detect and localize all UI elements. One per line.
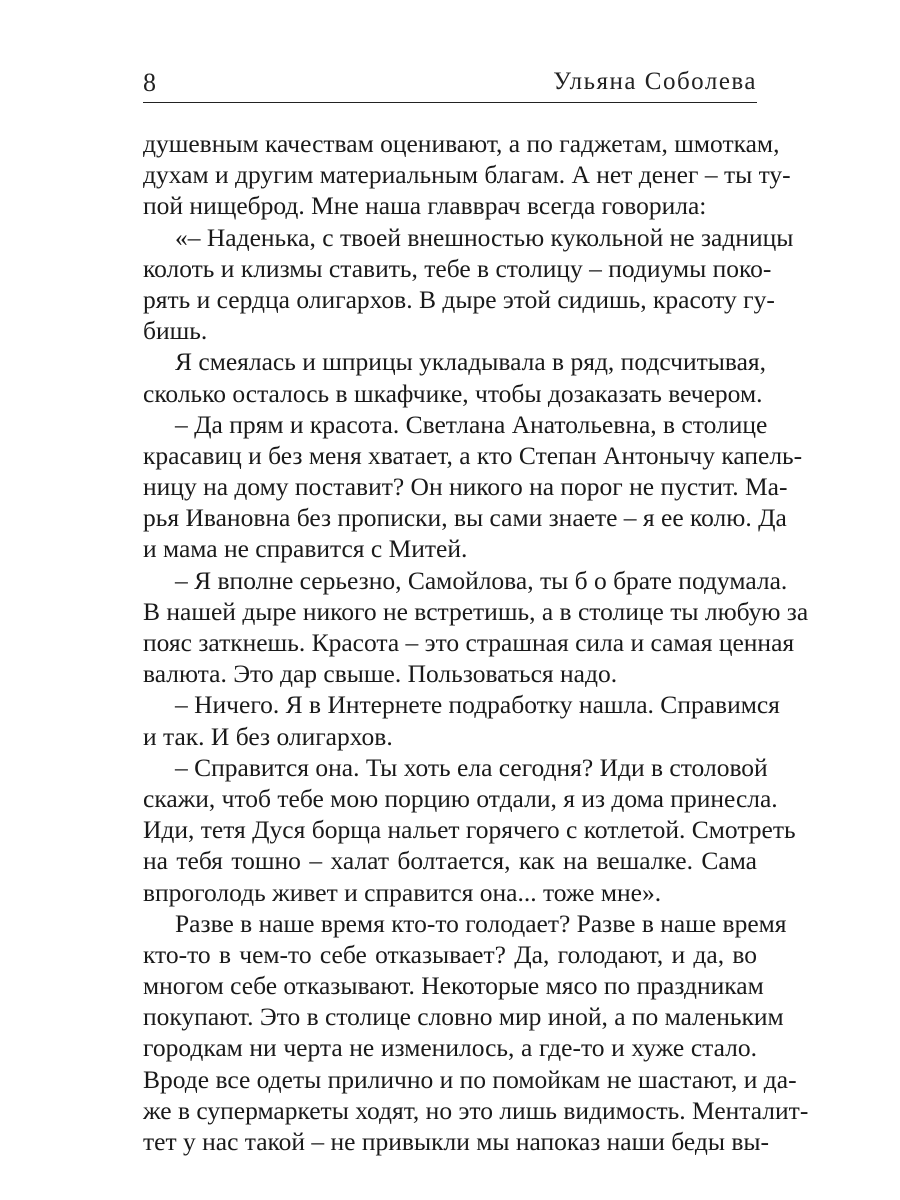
text-line: пояс заткнешь. Красота – это страшная сила и самая ценная xyxy=(143,628,795,657)
text-line: скажи, чтоб тебе мою порцию отдали, я из дома принесла. xyxy=(143,783,778,813)
text-line: рять и сердца олигархов. В дыре этой сидишь, красоту гу- xyxy=(143,284,775,314)
text-line: духам и другим материальным благам. А нет денег – ты ту- xyxy=(143,160,791,190)
text-line: же в супермаркеты ходят, но это лишь видимость. Менталит- xyxy=(143,1095,809,1125)
text-line: тет у нас такой – не привыкли мы напоказ наши беды вы- xyxy=(143,1127,770,1156)
text-line: рья Ивановна без прописки, вы сами знаете – я ее колю. Да xyxy=(143,503,787,533)
text-line: многом себе отказывают. Некоторые мясо по праздникам xyxy=(143,971,764,1001)
text-line: кто-то в чем-то себе отказывает? Да, голодают, и да, во xyxy=(143,939,757,969)
running-head-author: Ульяна Соболева xyxy=(553,68,757,95)
text-line: – Я вполне серьезно, Самойлова, ты б о брате подумала. xyxy=(175,565,788,595)
text-line: впроголодь живет и справится она... тоже мне». xyxy=(143,877,662,907)
text-line: на тебя тошно – халат болтается, как на вешалке. Сама xyxy=(143,846,757,876)
text-line: красавиц и без меня хватает, а кто Степан Антонычу капель- xyxy=(143,440,803,470)
text-line: – Да прям и красота. Светлана Анатольевна, в столице xyxy=(175,409,768,439)
text-line: – Ничего. Я в Интернете подработку нашла. Справимся xyxy=(175,690,780,720)
text-line: валюта. Это дар свыше. Пользоваться надо. xyxy=(143,659,618,689)
text-line: покупают. Это в столице словно мир иной, а по маленьким xyxy=(143,1002,784,1032)
text-line: душевным качествам оценивают, а по гаджетам, шмоткам, xyxy=(143,129,780,158)
text-line: – Справится она. Ты хоть ела сегодня? Иди в столовой xyxy=(175,752,768,782)
text-line: бишь. xyxy=(143,316,208,346)
text-line: В нашей дыре никого не встретишь, а в столице ты любую за xyxy=(143,596,809,626)
text-line: и так. И без олигархов. xyxy=(143,721,393,751)
text-line: городкам ни черта не изменилось, а где-то и хуже стало. xyxy=(143,1033,757,1063)
page-number: 8 xyxy=(143,68,156,97)
text-line: Разве в наше время кто-то голодает? Разве в наше время xyxy=(175,908,787,938)
text-line: пой нищеброд. Мне наша главврач всегда говорила: xyxy=(143,191,707,221)
text-line: Иди, тетя Дуся борща нальет горячего с котлетой. Смотреть xyxy=(143,815,796,845)
text-line: Я смеялась и шприцы укладывала в ряд, подсчитывая, xyxy=(175,347,766,377)
text-line: колоть и клизмы ставить, тебе в столицу – подиумы поко- xyxy=(143,253,772,283)
page-header xyxy=(143,64,757,103)
text-line: и мама не справится с Митей. xyxy=(143,534,468,564)
body-text xyxy=(143,128,809,1157)
text-line: сколько осталось в шкафчике, чтобы дозаказать вечером. xyxy=(143,378,763,408)
text-line: ницу на дому поставит? Он никого на порог не пустит. Ма- xyxy=(143,472,788,502)
text-line: Вроде все одеты прилично и по помойкам не шастают, и да- xyxy=(143,1064,797,1094)
text-line: «– Наденька, с твоей внешностью кукольной не задницы xyxy=(175,222,794,252)
